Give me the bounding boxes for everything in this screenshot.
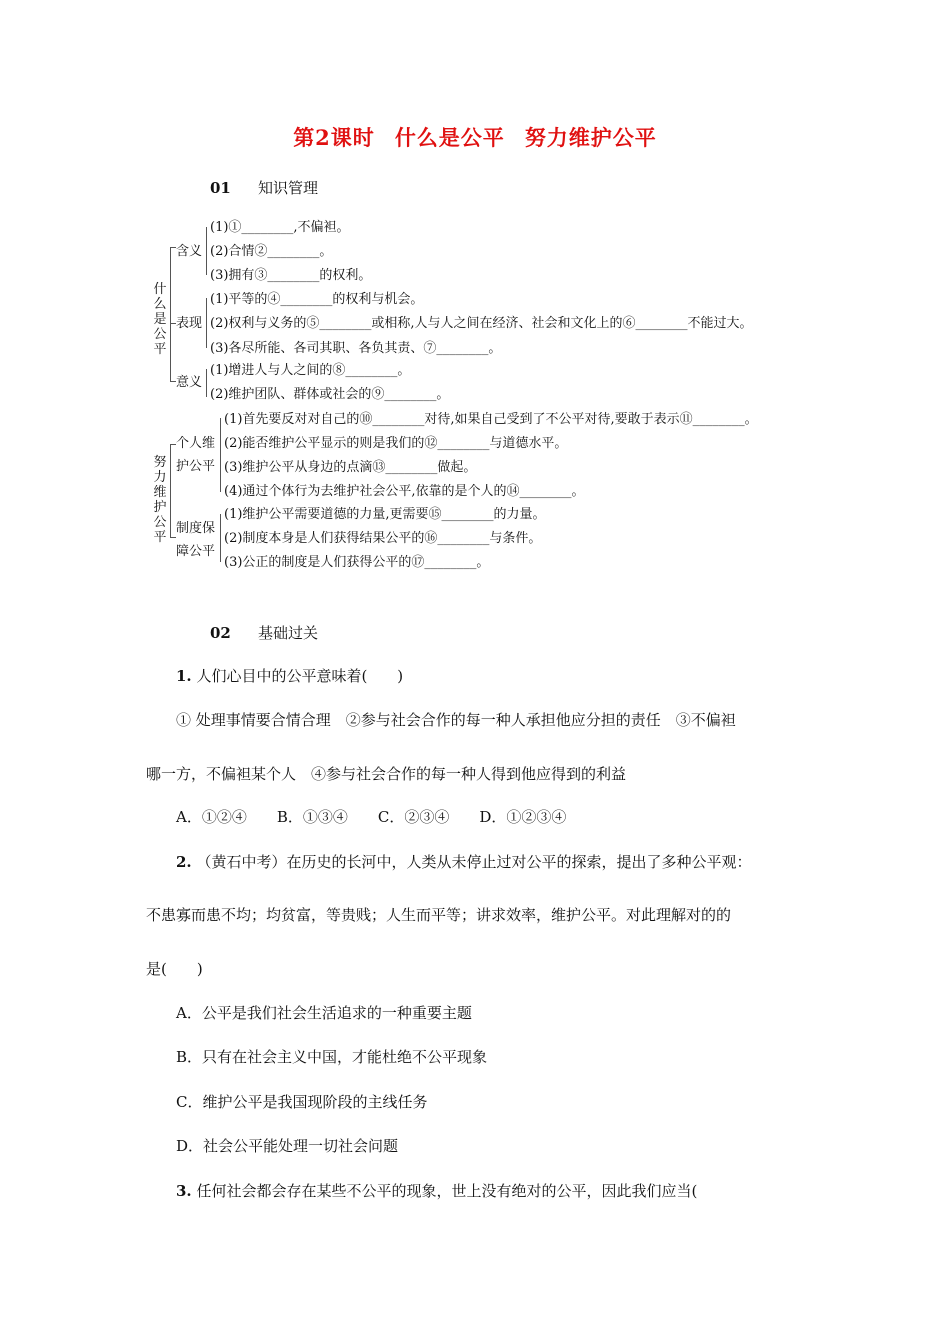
tree-item: (3)拥有③________的权利。 xyxy=(210,268,372,283)
tree-root-what-is-fairness: 什么是公平 xyxy=(153,282,167,357)
question-1 xyxy=(176,664,403,688)
tree-item: (2)权利与义务的⑤________或相称,人与人之间在经济、社会和文化上的⑥________不能过大。 xyxy=(210,316,753,331)
q2-option-d: D．社会公平能处理一切社会问题 xyxy=(176,1137,399,1155)
section-label: 基础过关 xyxy=(258,624,319,642)
question-stem: 人们心目中的公平意味着( ) xyxy=(196,667,404,685)
tree-item: (2)合情②________。 xyxy=(210,244,333,259)
question-number: 2. xyxy=(176,853,192,871)
q2-option-c: C．维护公平是我国现阶段的主线任务 xyxy=(176,1093,428,1111)
tree-item: (3)维护公平从身边的点滴⑬________做起。 xyxy=(224,460,477,475)
page-title xyxy=(0,122,950,152)
tree-item: (1)①________,不偏袒。 xyxy=(210,220,350,235)
question-2 xyxy=(176,850,751,874)
branch-system-a: 制度保 xyxy=(176,521,216,536)
question-stem-line1: （黄石中考）在历史的长河中，人类从未停止过对公平的探索，提出了多种公平观： xyxy=(196,853,752,871)
q2-stem-line2: 不患寡而患不均；均贫富，等贵贱；人生而平等；讲求效率，维护公平。对此理解对的的 xyxy=(146,906,732,924)
branch-meaning: 含义 xyxy=(176,244,203,259)
tree-item: (1)增进人与人之间的⑧________。 xyxy=(210,363,411,378)
tree-item: (1)首先要反对对自己的⑩________对待,如果自己受到了不公平对待,要敢于表示⑪________。 xyxy=(224,412,758,427)
lesson-topic-2: 努力维护公平 xyxy=(524,125,657,150)
question-number: 1. xyxy=(176,667,192,685)
question-stem: 任何社会都会存在某些不公平的现象，世上没有绝对的公平，因此我们应当( xyxy=(196,1182,698,1200)
section-label: 知识管理 xyxy=(258,179,319,197)
q1-choices: A．①②④ B．①③④ C．②③④ D．①②③④ xyxy=(176,808,567,826)
tree-item: (4)通过个体行为去维护社会公平,依靠的是个人的⑭________。 xyxy=(224,484,585,499)
lesson-topic-1: 什么是公平 xyxy=(394,125,505,150)
branch-system-b: 障公平 xyxy=(176,544,216,559)
lesson-number: 第2课时 xyxy=(293,125,375,150)
branch-individual-b: 护公平 xyxy=(176,459,216,474)
branch-significance: 意义 xyxy=(176,375,203,390)
section-heading-1 xyxy=(210,177,318,198)
tree-item: (2)能否维护公平显示的则是我们的⑫________与道德水平。 xyxy=(224,436,568,451)
tree-root-maintain-fairness: 努力维护公平 xyxy=(153,455,167,545)
question-3 xyxy=(176,1179,697,1203)
tree-item: (2)维护团队、群体或社会的⑨________。 xyxy=(210,387,450,402)
question-number: 3. xyxy=(176,1182,192,1200)
tree-item: (3)各尽所能、各司其职、各负其责、⑦________。 xyxy=(210,341,502,356)
branch-individual-a: 个人维 xyxy=(176,436,216,451)
tree-item: (1)维护公平需要道德的力量,更需要⑮________的力量。 xyxy=(224,507,546,522)
q1-statements-line1: ① 处理事情要合情合理 ②参与社会合作的每一种人承担他应分担的责任 ③不偏袒 xyxy=(176,711,736,729)
section-heading-2 xyxy=(210,622,318,643)
q2-option-b: B．只有在社会主义中国，才能杜绝不公平现象 xyxy=(176,1048,488,1066)
tree-item: (2)制度本身是人们获得结果公平的⑯________与条件。 xyxy=(224,531,542,546)
tree-brace xyxy=(170,247,171,381)
section-number: 02 xyxy=(210,624,231,642)
tree-item: (1)平等的④________的权利与机会。 xyxy=(210,292,424,307)
section-number: 01 xyxy=(210,179,231,197)
tree-item: (3)公正的制度是人们获得公平的⑰________。 xyxy=(224,555,490,570)
q1-statements-line2: 哪一方，不偏袒某个人 ④参与社会合作的每一种人得到他应得到的利益 xyxy=(146,765,627,783)
tree-brace xyxy=(170,444,171,537)
branch-expression: 表现 xyxy=(176,316,203,331)
q2-option-a: A．公平是我们社会生活追求的一种重要主题 xyxy=(176,1004,472,1022)
q2-stem-line3: 是( ) xyxy=(146,960,203,978)
